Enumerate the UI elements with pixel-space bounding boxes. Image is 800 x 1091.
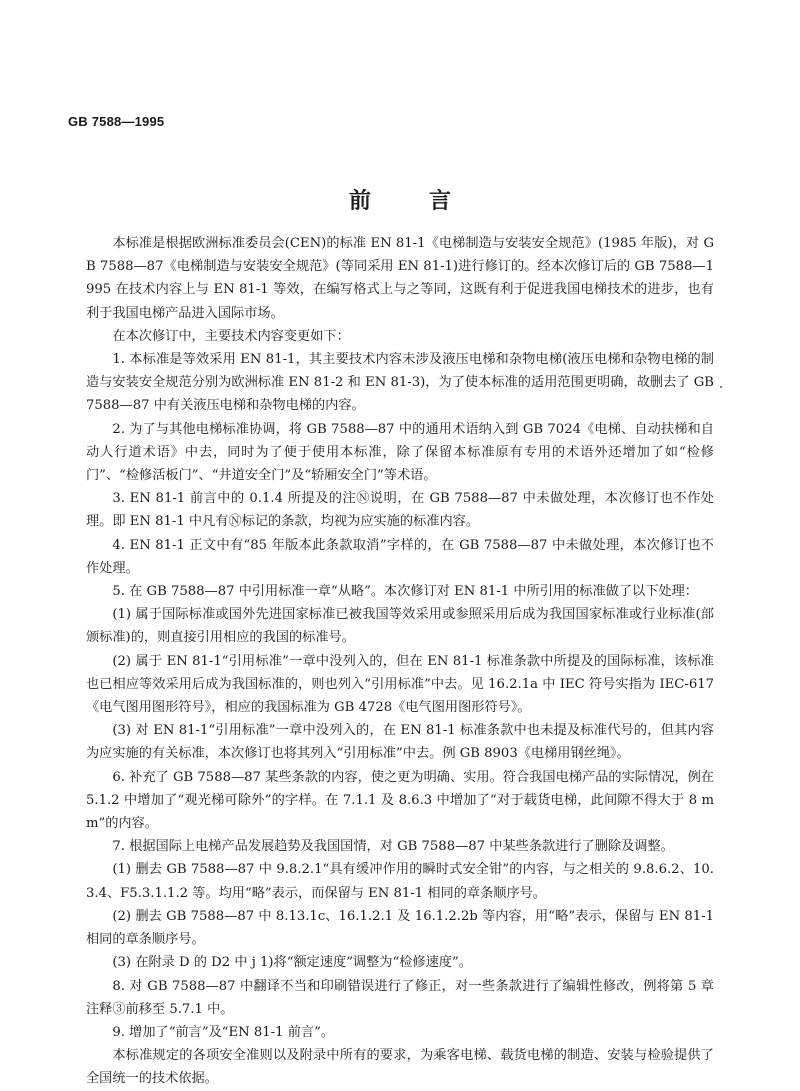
paragraph: 3. EN 81-1 前言中的 0.1.4 所提及的注Ⓝ说明，在 GB 7588—87 中未做处理，本次修订也不作处理。即 EN 81-1 中凡有Ⓝ标记的条款，均视为应实施的标准内容。	[86, 491, 714, 530]
paragraph: (1) 属于国际标准或国外先进国家标准已被我国等效采用或参照采用后成为我国国家标准或行业标准(部颁标准)的，则直接引用相应的我国的标准号。	[86, 607, 714, 646]
paragraph: (3) 对 EN 81-1“引用标准”一章中没列入的，在 EN 81-1 标准条款中也未提及标准代号的，但其内容为应实施的有关标准，本次修订也将其列入“引用标准”中去。例 GB 8903《电梯用钢丝绳》。	[86, 723, 714, 762]
paragraph: 2. 为了与其他电梯标准协调，将 GB 7588—87 中的通用术语纳入到 GB 7024《电梯、自动扶梯和自动人行道术语》中去，同时为了便于使用本标准，除了保留本标准原有专用的术语外还增加了如“检修门”、“检修活板门”、“井道安全门”及“轿厢安全门”等术语。	[86, 421, 714, 484]
document-body	[86, 232, 714, 1091]
paragraph: 7. 根据国际上电梯产品发展趋势及我国国情，对 GB 7588—87 中某些条款进行了删除及调整。	[112, 839, 674, 855]
paragraph: 9. 增加了“前言”及“EN 81-1 前言”。	[112, 1024, 334, 1040]
scan-speck	[720, 386, 722, 388]
paragraph: (2) 删去 GB 7588—87 中 8.13.1c、16.1.2.1 及 16.1.2.2b 等内容，用“略”表示，保留与 EN 81-1 相同的章条顺序号。	[86, 908, 714, 948]
standard-code: GB 7588—1995	[68, 114, 165, 129]
paragraph: 8. 对 GB 7588—87 中翻译不当和印刷错误进行了修正，对一些条款进行了编辑性修改，例将第 5 章注释③前移至 5.7.1 中。	[86, 978, 714, 1017]
paragraph: (2) 属于 EN 81-1“引用标准”一章中没列入的，但在 EN 81-1 标准条款中所提及的国际标准，该标准也已相应等效采用后成为我国标准的，则也列入“引用标准”中去。见 16.2.1a 中 IEC 符号实指为 IEC-617《电气图用图形符号》，相应的我国标准为 GB 4728《电气图用图形符号》。	[86, 653, 714, 716]
page-title: 前言	[348, 188, 509, 214]
paragraph: 4. EN 81-1 正文中有“85 年版本此条款取消”字样的，在 GB 7588—87 中未做处理，本次修订也不作处理。	[86, 537, 714, 576]
paragraph: 6. 补充了 GB 7588—87 某些条款的内容，使之更为明确、实用。符合我国电梯产品的实际情况，例在 5.1.2 中增加了“观光梯可除外”的字样。在 7.1.1 及 8.6.3 中增加了“对于载货电梯，此间隙不得大于 8 mm”的内容。	[86, 769, 714, 832]
paragraph: 5. 在 GB 7588—87 中引用标准一章“从略”。本次修订对 EN 81-1 中所引用的标准做了以下处理：	[112, 584, 698, 600]
paragraph: 1. 本标准是等效采用 EN 81-1，其主要技术内容未涉及液压电梯和杂物电梯(液压电梯和杂物电梯的制造与安装安全规范分别为欧洲标准 EN 81-2 和 EN 81-3)，为了使本标准的适用范围更明确，故删去了 GB 7588—87 中有关液压电梯和杂物电梯的内容。	[86, 352, 714, 414]
paragraph: 本标准是根据欧洲标准委员会(CEN)的标准 EN 81-1《电梯制造与安装安全规范》(1985 年版)，对 GB 7588—87《电梯制造与安装安全规范》(等同采用 EN 81-1)进行修订的。经本次修订后的 GB 7588—1995 在技术内容上与 EN 81-1 等效，在编写格式上与之等同，这既有利于促进我国电梯技术的进步，也有利于我国电梯产品进入国际市场。	[86, 236, 714, 321]
paragraph: (1) 删去 GB 7588—87 中 9.8.2.1“具有缓冲作用的瞬时式安全钳”的内容，与之相关的 9.8.6.2、10.3.4、F5.3.1.1.2 等。均用“略”表示，而保留与 EN 81-1 相同的章条顺序号。	[86, 862, 714, 901]
paragraph: (3) 在附录 D 的 D2 中 j 1)将“额定速度”调整为“检修速度”。	[112, 955, 472, 971]
paragraph: 在本次修订中，主要技术内容变更如下：	[112, 328, 350, 344]
paragraph: 本标准规定的各项安全准则以及附录中所有的要求，为乘客电梯、载货电梯的制造、安装与检验提供了全国统一的技术依据。	[86, 1048, 714, 1087]
